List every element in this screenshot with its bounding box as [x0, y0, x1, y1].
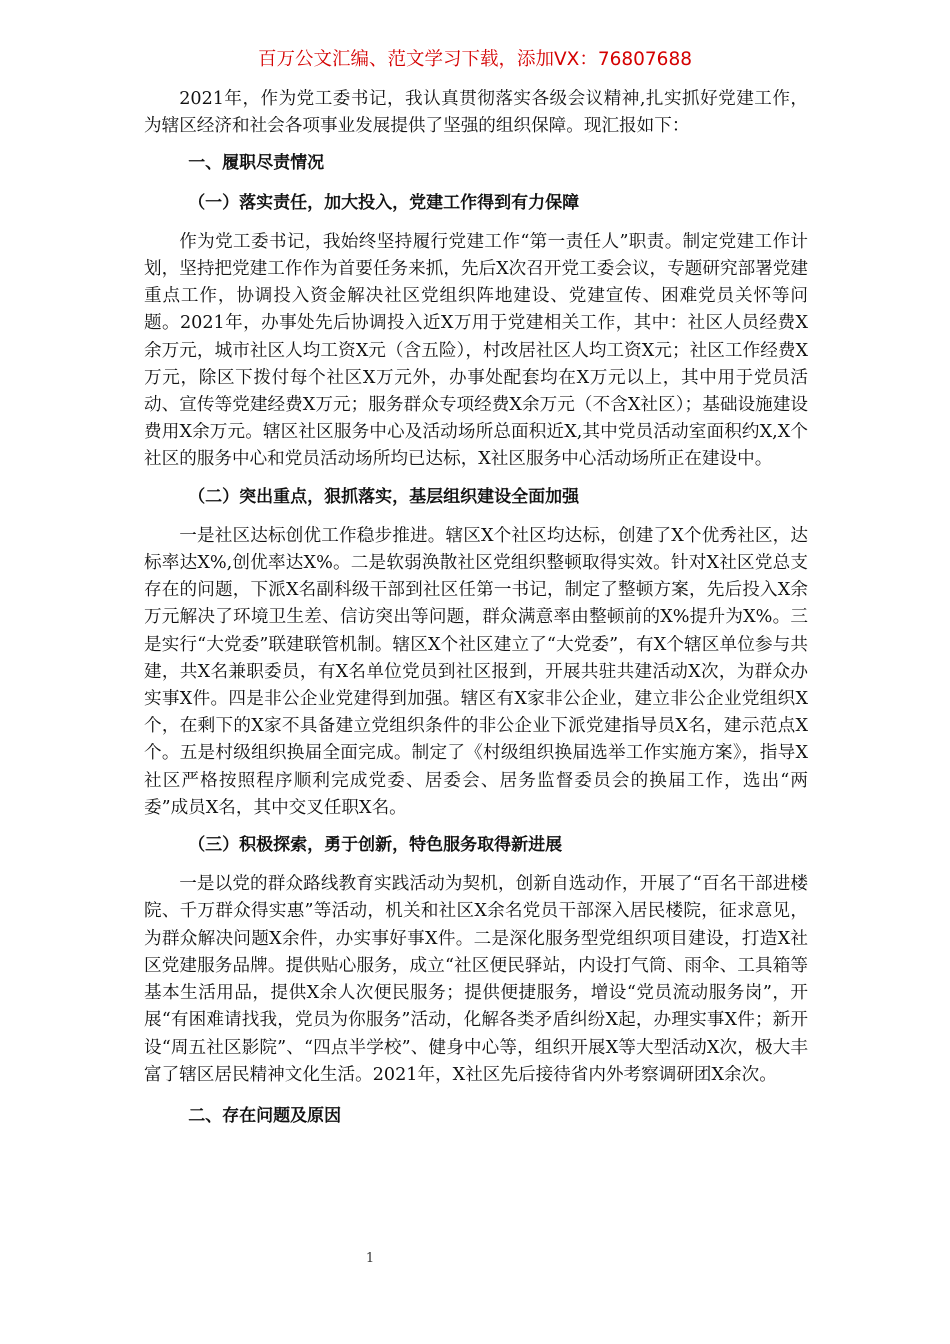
header-watermark-note: 百万公文汇编、范文学习下载，添加VX：76807688 — [258, 49, 692, 70]
section-heading-2: 二、存在问题及原因 — [188, 1105, 342, 1126]
section-heading-1: 一、履职尽责情况 — [188, 153, 325, 174]
subsection-body-1-1: 作为党工委书记，我始终坚持履行党建工作“第一责任人”职责。制定党建工作计划，坚持把党建工作作为首要任务来抓，先后X次召开党工委会议，专题研究部署党建重点工作，协调投入资金解决社区党组织阵地建设、党建宣传、困难党员关怀等问题。2021年，办事处先后协调投入近X万用于党建相关工作，其中：社区人员经费X余万元，城市社区人均工资X元（含五险），村改居社区人均工资X元；社区工作经费X万元，除区下拨付每个社区X万元外，办事处配套均在X万元以上，其中用于党员活动、宣传等党建经费X万元；服务群众专项经费X余万元（不含X社区）；基础设施建设费用X余万元。辖区社区服务中心及活动场所总面积近X,其中党员活动室面积约X,X个社区的服务中心和党员活动场所均已达标，X社区服务中心活动场所正在建设中。 — [144, 231, 808, 470]
subsection-heading-1-3: （三）积极探索，勇于创新，特色服务取得新进展 — [188, 835, 563, 856]
subsection-body-1-3: 一是以党的群众路线教育实践活动为契机，创新自选动作，开展了“百名干部进楼院、千万群众得实惠”等活动，机关和社区X余名党员干部深入居民楼院，征求意见，为群众解决问题X余件，办实事好事X件。二是深化服务型党组织项目建设，打造X社区党建服务品牌。提供贴心服务，成立“社区便民驿站，内设打气筒、雨伞、工具箱等基本生活用品，提供X余人次便民服务；提供便捷服务，增设“党员流动服务岗”，开展“有困难请找我，党员为你服务”活动，化解各类矛盾纠纷X起，办理实事X件；新开设“周五社区影院”、“四点半学校”、健身中心等，组织开展X等大型活动X次，极大丰富了辖区居民精神文化生活。2021年，X社区先后接待省内外考察调研团X余次。 — [144, 874, 808, 1085]
subsection-body-1-2: 一是社区达标创优工作稳步推进。辖区X个社区均达标，创建了X个优秀社区，达标率达X%,创优率达X%。二是软弱涣散社区党组织整顿取得实效。针对X社区党总支存在的问题，下派X名副科级干部到社区任第一书记，制定了整顿方案，先后投入X余万元解决了环境卫生差、信访突出等问题，群众满意率由整顿前的X%提升为X%。三是实行“大党委”联建联管机制。辖区X个社区建立了“大党委”，有X个辖区单位参与共建，共X名兼职委员，有X名单位党员到社区报到，开展共驻共建活动X次，为群众办实事X件。四是非公企业党建得到加强。辖区有X家非公企业，建立非公企业党组织X个，在剩下的X家不具备建立党组织条件的非公企业下派党建指导员X名，建示范点X个。五是村级组织换届全面完成。制定了《村级组织换届选举工作实施方案》，指导X社区严格按照程序顺利完成党委、居委会、居务监督委员会的换届工作，选出“两委”成员X名，其中交叉任职X名。 — [144, 525, 808, 818]
subsection-heading-1-1: （一）落实责任，加大投入，党建工作得到有力保障 — [188, 192, 580, 213]
document-body — [144, 86, 808, 1142]
intro-paragraph: 2021年，作为党工委书记，我认真贯彻落实各级会议精神,扎实抓好党建工作，为辖区经济和社会各项事业发展提供了坚强的组织保障。现汇报如下： — [144, 89, 808, 137]
page-number: 1 — [365, 1251, 375, 1266]
subsection-heading-1-2: （二）突出重点，狠抓落实，基层组织建设全面加强 — [188, 486, 580, 507]
